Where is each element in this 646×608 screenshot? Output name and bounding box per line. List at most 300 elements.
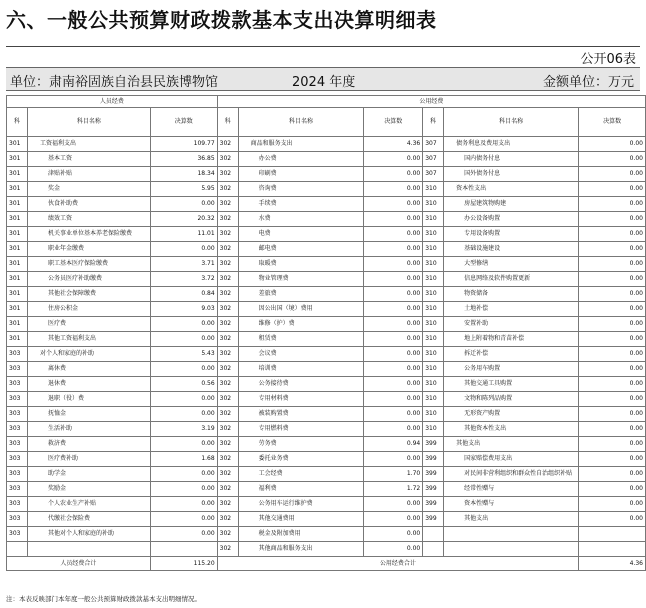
page-title: 六、一般公共预算财政拨款基本支出决算明细表 — [6, 8, 437, 32]
cell-name: 房屋建筑物购建 — [444, 197, 579, 212]
cell-name: 物业管理费 — [238, 272, 364, 287]
cell-name: 奖金 — [27, 182, 150, 197]
cell-name: 离休费 — [27, 362, 150, 377]
cell-amount: 0.00 — [364, 347, 423, 362]
cell-code: 310 — [423, 227, 444, 242]
cell-code: 303 — [7, 347, 28, 362]
cell-code: 301 — [7, 137, 28, 152]
totals-row — [7, 557, 646, 571]
cell-amount: 0.00 — [150, 512, 217, 527]
cell-amount: 0.00 — [364, 227, 423, 242]
table-row — [7, 527, 646, 542]
cell-code: 310 — [423, 272, 444, 287]
cell-name: 办公费 — [238, 152, 364, 167]
cell-name: 其他对个人和家庭的补助 — [27, 527, 150, 542]
cell-name — [444, 527, 579, 542]
cell-code: 307 — [423, 137, 444, 152]
cell-name: 水费 — [238, 212, 364, 227]
form-code-row — [6, 46, 640, 67]
cell-code: 303 — [7, 362, 28, 377]
cell-name: 其他交通费用 — [238, 512, 364, 527]
cell-amount: 3.71 — [150, 257, 217, 272]
cell-code: 302 — [217, 497, 238, 512]
cell-amount: 0.00 — [364, 302, 423, 317]
public-total-value: 4.36 — [579, 557, 646, 571]
cell-name: 医疗费补助 — [27, 452, 150, 467]
table-row — [7, 377, 646, 392]
cell-amount: 0.00 — [579, 152, 646, 167]
cell-name: 绩效工资 — [27, 212, 150, 227]
cell-name: 拆迁补偿 — [444, 347, 579, 362]
cell-code: 303 — [7, 437, 28, 452]
cell-amount: 0.00 — [579, 467, 646, 482]
cell-code: 310 — [423, 392, 444, 407]
cell-amount: 0.00 — [364, 212, 423, 227]
unit-label: 单位：肃南裕固族自治县民族博物馆 — [10, 75, 219, 90]
cell-amount: 0.00 — [579, 197, 646, 212]
cell-name: 劳务费 — [238, 437, 364, 452]
cell-name: 经常性赠与 — [444, 482, 579, 497]
cell-code: 303 — [7, 407, 28, 422]
cell-amount: 0.00 — [364, 362, 423, 377]
cell-code: 302 — [217, 167, 238, 182]
table-row — [7, 392, 646, 407]
cell-code: 310 — [423, 317, 444, 332]
cell-code: 310 — [423, 362, 444, 377]
cell-amount: 0.00 — [150, 392, 217, 407]
table-row — [7, 422, 646, 437]
cell-amount: 0.00 — [150, 332, 217, 347]
cell-amount — [579, 542, 646, 557]
group-header-row — [7, 96, 646, 108]
cell-amount: 0.00 — [364, 272, 423, 287]
cell-name: 个人农业生产补贴 — [27, 497, 150, 512]
table-row — [7, 167, 646, 182]
cell-code: 310 — [423, 302, 444, 317]
cell-amount: 0.00 — [579, 332, 646, 347]
cell-code: 303 — [7, 497, 28, 512]
code-header: 科 — [423, 108, 444, 137]
cell-name: 福利费 — [238, 482, 364, 497]
cell-code: 310 — [423, 347, 444, 362]
cell-amount: 0.00 — [579, 227, 646, 242]
cell-code: 399 — [423, 512, 444, 527]
cell-code: 303 — [7, 452, 28, 467]
cell-amount: 0.00 — [364, 392, 423, 407]
cell-name: 邮电费 — [238, 242, 364, 257]
cell-name: 工资福利支出 — [27, 137, 150, 152]
cell-name: 因公出国（境）费用 — [238, 302, 364, 317]
cell-name: 医疗费 — [27, 317, 150, 332]
cell-code: 301 — [7, 317, 28, 332]
cell-amount: 0.00 — [579, 482, 646, 497]
amount-unit-label: 金额单位：万元 — [542, 75, 634, 90]
cell-code: 302 — [217, 137, 238, 152]
cell-name: 生活补助 — [27, 422, 150, 437]
table-row — [7, 242, 646, 257]
cell-name: 住房公积金 — [27, 302, 150, 317]
cell-name: 维修（护）费 — [238, 317, 364, 332]
name-header: 科目名称 — [238, 108, 364, 137]
cell-name: 无形资产购置 — [444, 407, 579, 422]
cell-code: 302 — [217, 542, 238, 557]
cell-code: 302 — [217, 347, 238, 362]
cell-code: 310 — [423, 407, 444, 422]
cell-name: 公务员医疗补助缴费 — [27, 272, 150, 287]
table-row — [7, 542, 646, 557]
cell-name: 安置补助 — [444, 317, 579, 332]
cell-code: 303 — [7, 377, 28, 392]
cell-code: 310 — [423, 332, 444, 347]
cell-amount: 0.00 — [579, 272, 646, 287]
cell-amount: 0.00 — [579, 212, 646, 227]
cell-name: 对民间非营利组织和群众性自治组织补贴 — [444, 467, 579, 482]
table-row — [7, 212, 646, 227]
public-total-label: 公用经费合计 — [217, 557, 578, 571]
cell-amount: 0.00 — [364, 242, 423, 257]
cell-amount: 0.00 — [150, 527, 217, 542]
cell-name: 伙食补助费 — [27, 197, 150, 212]
cell-name: 其他交通工具购置 — [444, 377, 579, 392]
code-header: 科 — [7, 108, 28, 137]
cell-name: 商品和服务支出 — [238, 137, 364, 152]
cell-name: 国家赔偿费用支出 — [444, 452, 579, 467]
cell-code — [423, 542, 444, 557]
cell-amount: 4.36 — [364, 137, 423, 152]
cell-code: 301 — [7, 152, 28, 167]
cell-name: 信息网络及软件购置更新 — [444, 272, 579, 287]
cell-code: 303 — [7, 527, 28, 542]
cell-code: 310 — [423, 182, 444, 197]
cell-code: 301 — [7, 182, 28, 197]
cell-amount: 0.00 — [364, 332, 423, 347]
cell-amount: 0.00 — [150, 407, 217, 422]
cell-amount: 0.00 — [364, 377, 423, 392]
cell-amount: 0.00 — [364, 257, 423, 272]
cell-code: 310 — [423, 242, 444, 257]
cell-code: 301 — [7, 287, 28, 302]
cell-amount: 5.95 — [150, 182, 217, 197]
amount-header: 决算数 — [579, 108, 646, 137]
column-header-row — [7, 108, 646, 137]
cell-name: 职业年金缴费 — [27, 242, 150, 257]
cell-name: 差旅费 — [238, 287, 364, 302]
cell-code: 302 — [217, 302, 238, 317]
cell-name: 专用燃料费 — [238, 422, 364, 437]
cell-name: 大型修缮 — [444, 257, 579, 272]
cell-code: 310 — [423, 422, 444, 437]
cell-code: 302 — [217, 227, 238, 242]
cell-code: 302 — [217, 317, 238, 332]
cell-amount: 0.00 — [579, 422, 646, 437]
cell-code: 302 — [217, 392, 238, 407]
cell-code: 310 — [423, 287, 444, 302]
personnel-total-value: 115.20 — [150, 557, 217, 571]
cell-code: 302 — [217, 512, 238, 527]
cell-amount: 0.00 — [364, 287, 423, 302]
cell-code: 302 — [217, 482, 238, 497]
cell-name: 其他支出 — [444, 437, 579, 452]
cell-amount: 0.00 — [579, 302, 646, 317]
cell-code: 399 — [423, 497, 444, 512]
cell-name: 文物和陈列品购置 — [444, 392, 579, 407]
table-row — [7, 152, 646, 167]
cell-name: 其他支出 — [444, 512, 579, 527]
table-row — [7, 332, 646, 347]
cell-code: 302 — [217, 377, 238, 392]
cell-code: 301 — [7, 257, 28, 272]
cell-amount: 5.43 — [150, 347, 217, 362]
cell-amount: 0.00 — [150, 497, 217, 512]
cell-amount: 0.00 — [364, 152, 423, 167]
cell-name: 抚恤金 — [27, 407, 150, 422]
cell-amount: 0.00 — [364, 422, 423, 437]
cell-amount: 3.72 — [150, 272, 217, 287]
cell-name: 其他商品和服务支出 — [238, 542, 364, 557]
cell-amount: 1.70 — [364, 467, 423, 482]
cell-name: 助学金 — [27, 467, 150, 482]
cell-code: 302 — [217, 242, 238, 257]
cell-name: 被装购置费 — [238, 407, 364, 422]
cell-name — [27, 542, 150, 557]
cell-amount: 0.00 — [364, 452, 423, 467]
table-row — [7, 407, 646, 422]
cell-amount: 0.00 — [579, 137, 646, 152]
table-row — [7, 197, 646, 212]
name-header: 科目名称 — [27, 108, 150, 137]
table-row — [7, 257, 646, 272]
cell-code: 302 — [217, 422, 238, 437]
cell-name: 专用材料费 — [238, 392, 364, 407]
table-row — [7, 227, 646, 242]
cell-amount: 0.00 — [150, 317, 217, 332]
cell-name: 职工基本医疗保险缴费 — [27, 257, 150, 272]
cell-amount: 0.00 — [364, 197, 423, 212]
table-row — [7, 302, 646, 317]
table-row — [7, 287, 646, 302]
year-label: 2024 年度 — [292, 75, 356, 90]
cell-amount: 18.34 — [150, 167, 217, 182]
cell-name: 取暖费 — [238, 257, 364, 272]
table-row — [7, 347, 646, 362]
cell-code: 301 — [7, 272, 28, 287]
code-header: 科 — [217, 108, 238, 137]
cell-code: 302 — [217, 437, 238, 452]
cell-code: 307 — [423, 152, 444, 167]
cell-code — [7, 542, 28, 557]
cell-name: 救济费 — [27, 437, 150, 452]
cell-code: 303 — [7, 512, 28, 527]
cell-name: 代缴社会保险费 — [27, 512, 150, 527]
cell-name: 电费 — [238, 227, 364, 242]
cell-amount: 0.00 — [579, 257, 646, 272]
cell-name: 印刷费 — [238, 167, 364, 182]
table-row — [7, 467, 646, 482]
cell-name: 会议费 — [238, 347, 364, 362]
cell-amount: 0.00 — [150, 362, 217, 377]
cell-name: 国外债务付息 — [444, 167, 579, 182]
cell-code: 399 — [423, 437, 444, 452]
cell-code: 310 — [423, 197, 444, 212]
cell-amount: 0.00 — [579, 242, 646, 257]
cell-amount: 0.00 — [364, 182, 423, 197]
expenditure-table — [6, 95, 646, 571]
personnel-group-header: 人员经费 — [7, 96, 218, 108]
cell-code: 302 — [217, 452, 238, 467]
cell-amount: 0.00 — [579, 362, 646, 377]
cell-code: 302 — [217, 152, 238, 167]
cell-name: 办公设备购置 — [444, 212, 579, 227]
cell-amount: 3.19 — [150, 422, 217, 437]
cell-amount: 0.00 — [364, 407, 423, 422]
cell-name: 基础设施建设 — [444, 242, 579, 257]
form-code: 公开06表 — [580, 52, 636, 67]
cell-name: 其他工资福利支出 — [27, 332, 150, 347]
cell-amount: 0.00 — [150, 437, 217, 452]
cell-name: 土地补偿 — [444, 302, 579, 317]
cell-code: 301 — [7, 167, 28, 182]
amount-header: 决算数 — [150, 108, 217, 137]
cell-code: 301 — [7, 197, 28, 212]
cell-code: 302 — [217, 272, 238, 287]
name-header: 科目名称 — [444, 108, 579, 137]
table-row — [7, 512, 646, 527]
cell-amount: 11.01 — [150, 227, 217, 242]
cell-code: 302 — [217, 362, 238, 377]
cell-code: 303 — [7, 422, 28, 437]
table-row — [7, 452, 646, 467]
cell-code: 301 — [7, 332, 28, 347]
cell-amount: 0.00 — [579, 377, 646, 392]
cell-amount: 0.00 — [364, 317, 423, 332]
cell-code: 303 — [7, 482, 28, 497]
report-info-bar — [6, 67, 640, 91]
cell-code: 302 — [217, 287, 238, 302]
cell-amount: 0.00 — [579, 347, 646, 362]
cell-code: 302 — [217, 197, 238, 212]
table-row — [7, 362, 646, 377]
cell-name: 工会经费 — [238, 467, 364, 482]
cell-amount: 0.00 — [579, 437, 646, 452]
cell-name: 机关事业单位基本养老保险缴费 — [27, 227, 150, 242]
cell-code: 302 — [217, 527, 238, 542]
cell-name: 公务用车购置 — [444, 362, 579, 377]
cell-name: 手续费 — [238, 197, 364, 212]
table-row — [7, 437, 646, 452]
cell-name: 公务接待费 — [238, 377, 364, 392]
cell-name — [444, 542, 579, 557]
cell-name: 其他资本性支出 — [444, 422, 579, 437]
cell-amount: 9.03 — [150, 302, 217, 317]
cell-code: 399 — [423, 452, 444, 467]
cell-name: 退职（役）费 — [27, 392, 150, 407]
public-group-header: 公用经费 — [217, 96, 645, 108]
table-row — [7, 497, 646, 512]
cell-amount: 0.00 — [364, 512, 423, 527]
cell-code: 301 — [7, 242, 28, 257]
cell-amount: 0.00 — [150, 242, 217, 257]
cell-code: 302 — [217, 212, 238, 227]
table-row — [7, 317, 646, 332]
cell-amount: 1.72 — [364, 482, 423, 497]
cell-name: 培训费 — [238, 362, 364, 377]
cell-amount: 0.00 — [364, 167, 423, 182]
cell-amount: 0.56 — [150, 377, 217, 392]
cell-code: 302 — [217, 407, 238, 422]
cell-code: 301 — [7, 302, 28, 317]
cell-amount: 0.00 — [579, 167, 646, 182]
cell-name: 债务利息及费用支出 — [444, 137, 579, 152]
cell-amount: 0.94 — [364, 437, 423, 452]
cell-name: 基本工资 — [27, 152, 150, 167]
cell-amount — [579, 527, 646, 542]
cell-amount: 0.00 — [364, 497, 423, 512]
cell-code: 302 — [217, 182, 238, 197]
cell-name: 地上附着物和青苗补偿 — [444, 332, 579, 347]
cell-name: 国内债务付息 — [444, 152, 579, 167]
cell-amount: 109.77 — [150, 137, 217, 152]
cell-amount — [150, 542, 217, 557]
cell-amount: 0.00 — [579, 317, 646, 332]
cell-name: 税金及附加费用 — [238, 527, 364, 542]
cell-amount: 20.32 — [150, 212, 217, 227]
cell-name: 对个人和家庭的补助 — [27, 347, 150, 362]
cell-amount: 0.00 — [579, 407, 646, 422]
cell-amount: 0.00 — [579, 287, 646, 302]
cell-amount: 0.00 — [579, 392, 646, 407]
cell-name: 退休费 — [27, 377, 150, 392]
cell-amount: 0.00 — [150, 482, 217, 497]
cell-code: 303 — [7, 392, 28, 407]
cell-code: 303 — [7, 467, 28, 482]
cell-amount: 0.00 — [579, 452, 646, 467]
cell-code: 310 — [423, 257, 444, 272]
cell-code: 301 — [7, 227, 28, 242]
cell-name: 津贴补贴 — [27, 167, 150, 182]
personnel-total-label: 人员经费合计 — [7, 557, 151, 571]
cell-code: 307 — [423, 167, 444, 182]
cell-name: 租赁费 — [238, 332, 364, 347]
cell-name: 咨询费 — [238, 182, 364, 197]
cell-code: 399 — [423, 467, 444, 482]
table-row — [7, 137, 646, 152]
cell-amount: 0.00 — [150, 467, 217, 482]
cell-name: 奖励金 — [27, 482, 150, 497]
cell-amount: 0.00 — [579, 512, 646, 527]
cell-name: 其他社会保障缴费 — [27, 287, 150, 302]
table-row — [7, 272, 646, 287]
table-row — [7, 482, 646, 497]
cell-code: 399 — [423, 482, 444, 497]
cell-name: 物资储备 — [444, 287, 579, 302]
cell-name: 公务用车运行维护费 — [238, 497, 364, 512]
cell-amount: 0.00 — [150, 197, 217, 212]
cell-amount: 0.00 — [364, 527, 423, 542]
cell-code: 310 — [423, 212, 444, 227]
cell-amount: 0.84 — [150, 287, 217, 302]
cell-code: 302 — [217, 332, 238, 347]
cell-amount: 1.68 — [150, 452, 217, 467]
table-row — [7, 182, 646, 197]
cell-code: 302 — [217, 467, 238, 482]
cell-code: 310 — [423, 377, 444, 392]
cell-name: 委托业务费 — [238, 452, 364, 467]
footnote: 注：本表反映部门本年度一般公共预算财政拨款基本支出明细情况。 — [6, 595, 201, 603]
amount-header: 决算数 — [364, 108, 423, 137]
cell-code: 301 — [7, 212, 28, 227]
cell-amount: 0.00 — [579, 182, 646, 197]
cell-amount: 36.85 — [150, 152, 217, 167]
